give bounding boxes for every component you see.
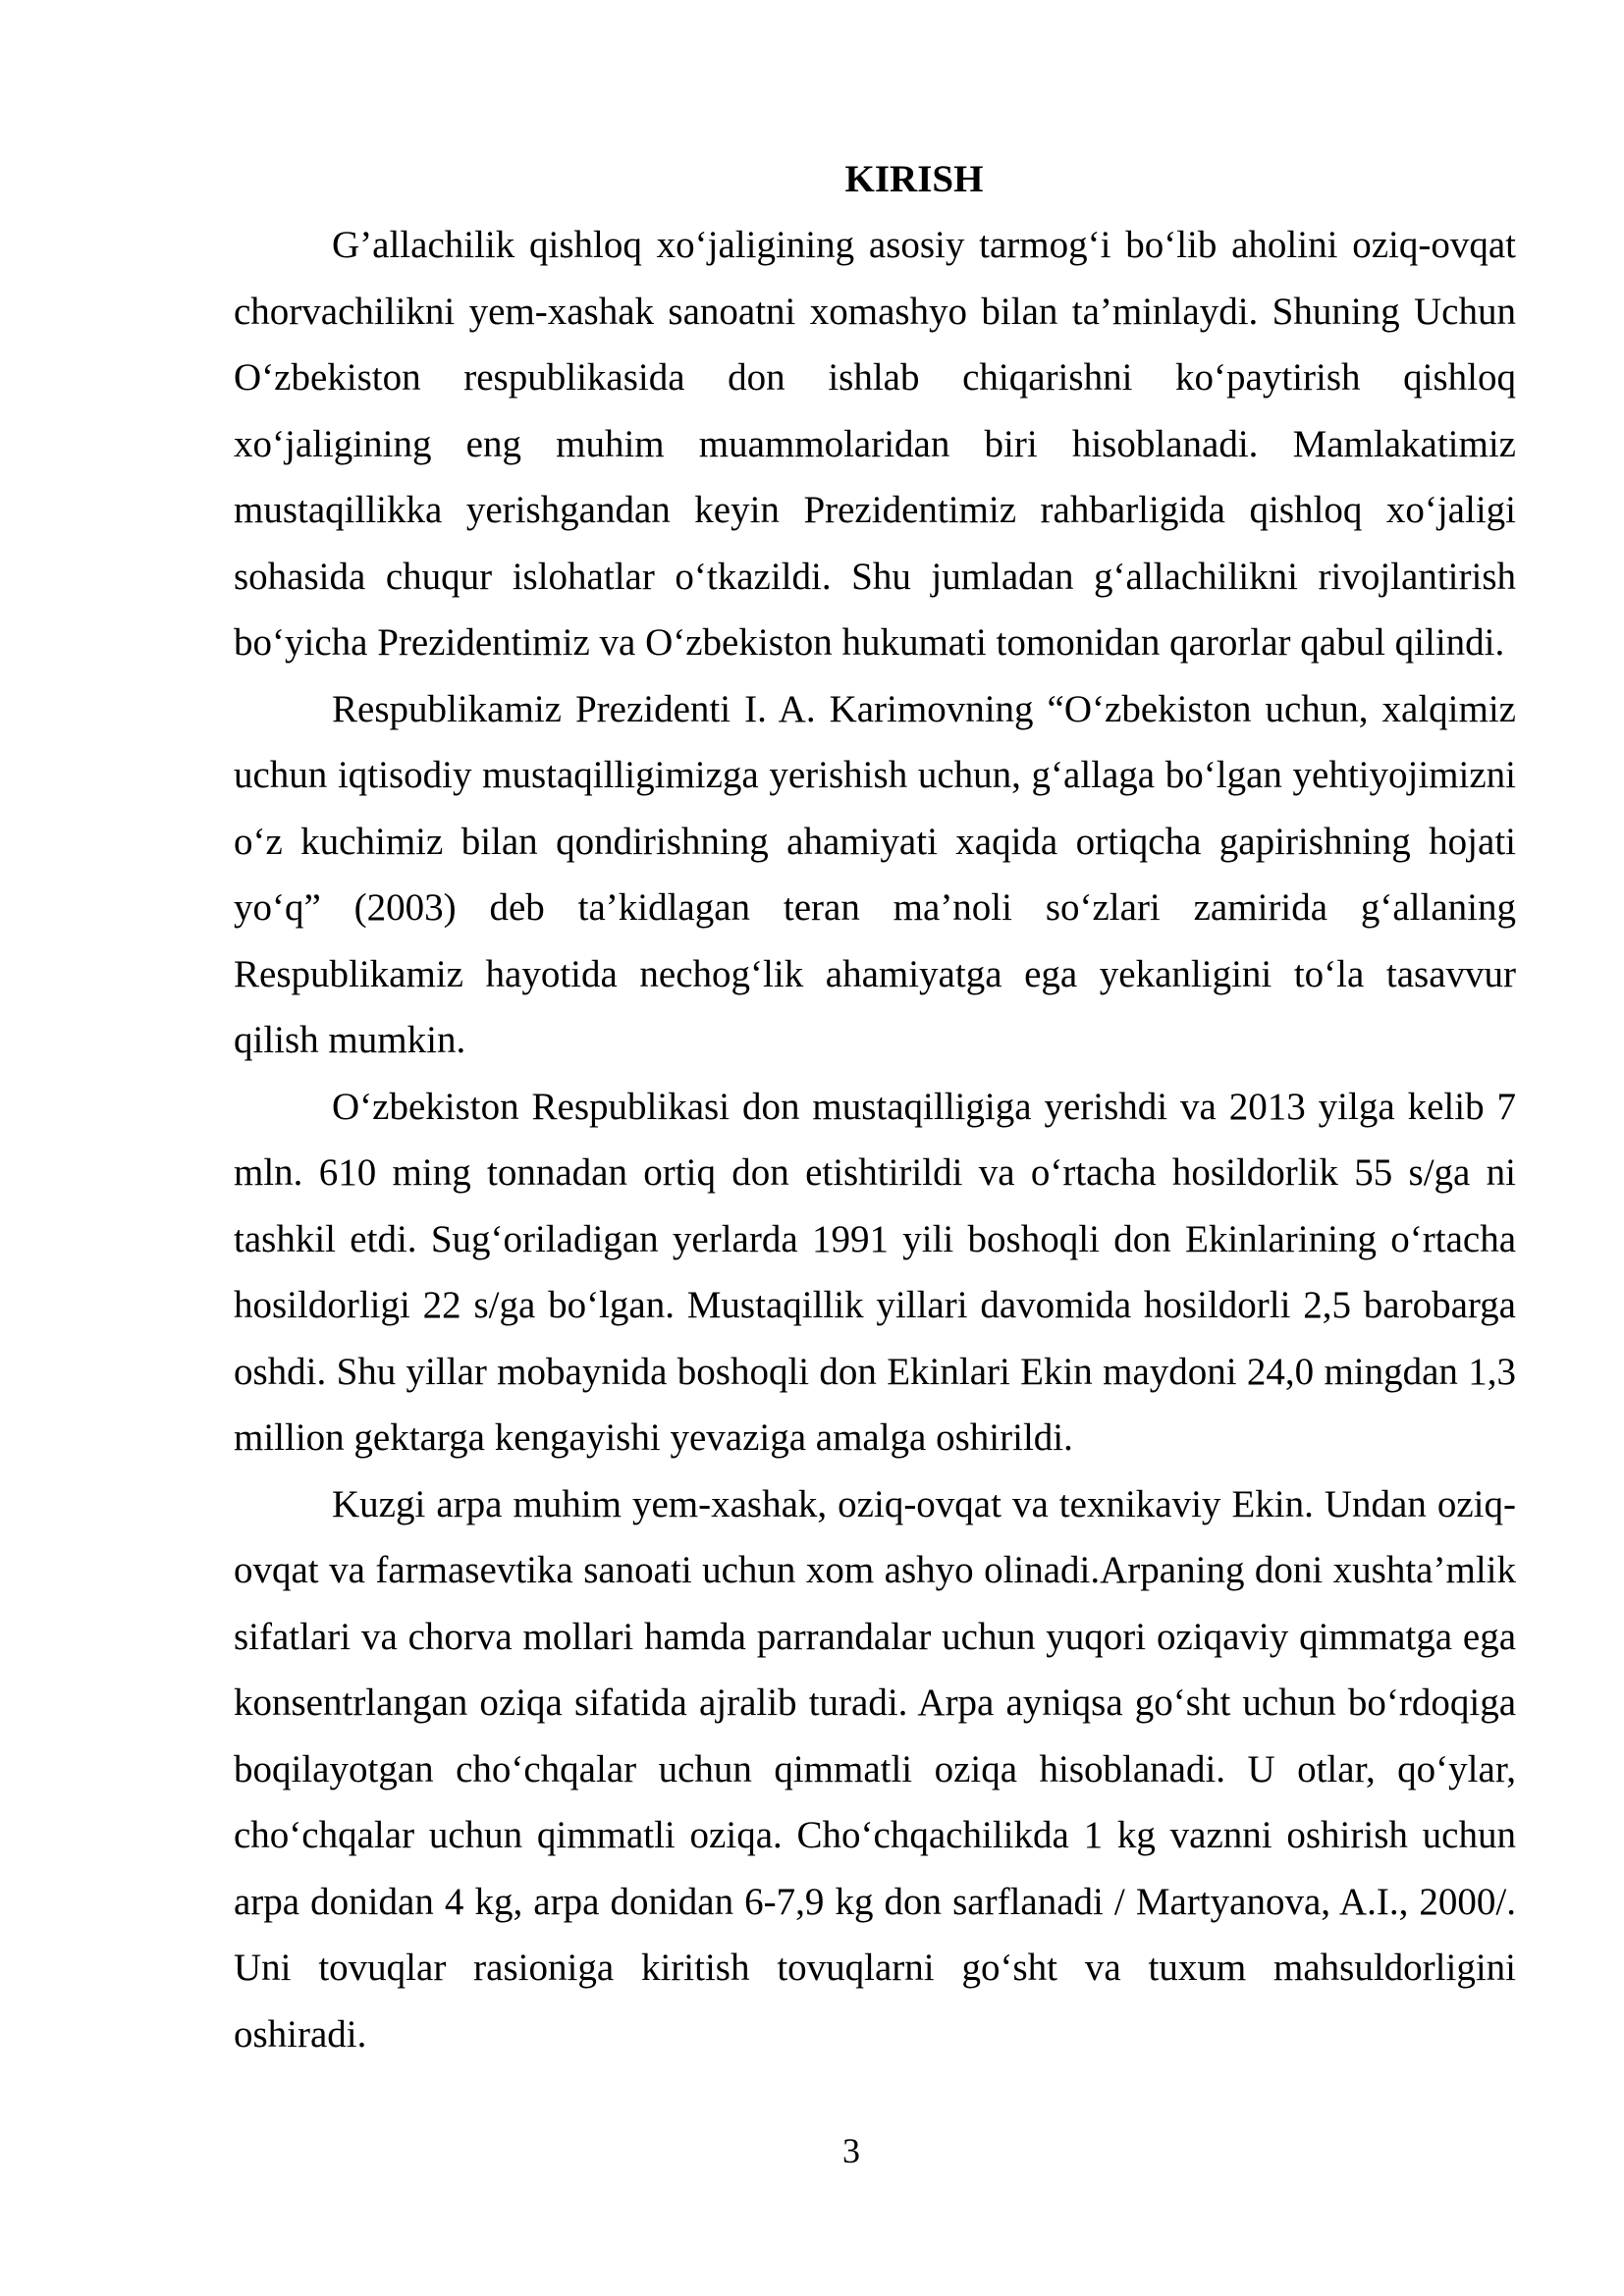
page-number: 3 xyxy=(842,2131,860,2170)
page-title: KIRISH xyxy=(844,158,984,200)
paragraph-2: Respublikamiz Prezidenti I. A. Karimovning “O‘zbekiston uchun, xalqimiz uchun iqtisodiy mustaqilligimizga yerishish uchun, g‘allaga bo‘lgan yehtiyojimizni o‘z kuchimiz bilan qondirishning ahamiyati xaqida ortiqcha gapirishning hojati yo‘q” (2003) deb ta’kidlagan teran ma’noli so‘zlari zamirida g‘allaning Respublikamiz hayotida nechog‘lik ahamiyatga ega yekanligini to‘la tasavvur qilish mumkin. xyxy=(234,687,1516,1061)
paragraph-4: Kuzgi arpa muhim yem-xashak, oziq-ovqat va texnikaviy Ekin. Undan oziq-ovqat va farmasevtika sanoati uchun xom ashyo olinadi.Arpaning doni xushta’mlik sifatlari va chorva mollari hamda parrandalar uchun yuqori oziqaviy qimmatga ega konsentrlangan oziqa sifatida ajralib turadi. Arpa ayniqsa go‘sht uchun bo‘rdoqiga boqilayotgan cho‘chqalar uchun qimmatli oziqa hisoblanadi. U otlar, qo‘ylar, cho‘chqalar uchun qimmatli oziqa. Cho‘chqachilikda 1 kg vaznni oshirish uchun arpa donidan 4 kg, arpa donidan 6-7,9 kg don sarflanadi / Martyanova, A.I., 2000/. Uni tovuqlar rasioniga kiritish tovuqlarni go‘sht va tuxum mahsuldorligini oshiradi. xyxy=(234,1482,1516,2056)
paragraph-1: G’allachilik qishloq xo‘jaligining asosiy tarmog‘i bo‘lib aholini oziq-ovqat chorvachilikni yem-xashak sanoatni xomashyo bilan ta’minlaydi. Shuning Uchun O‘zbekiston respublikasida don ishlab chiqarishni ko‘paytirish qishloq xo‘jaligining eng muhim muammolaridan biri hisoblanadi. Mamlakatimiz mustaqillikka yerishgandan keyin Prezidentimiz rahbarligida qishloq xo‘jaligi sohasida chuqur islohatlar o‘tkazildi. Shu jumladan g‘allachilikni rivojlantirish bo‘yicha Prezidentimiz va O‘zbekiston hukumati tomonidan qarorlar qabul qilindi. xyxy=(234,224,1516,664)
paragraph-3: O‘zbekiston Respublikasi don mustaqilligiga yerishdi va 2013 yilga kelib 7 mln. 610 ming tonnadan ortiq don etishtirildi va o‘rtacha hosildorlik 55 s/ga ni tashkil etdi. Sug‘oriladigan yerlarda 1991 yili boshoqli don Ekinlarining o‘rtacha hosildorligi 22 s/ga bo‘lgan. Mustaqillik yillari davomida hosildorli 2,5 barobarga oshdi. Shu yillar mobaynida boshoqli don Ekinlari Ekin maydoni 24,0 mingdan 1,3 million gektarga kengayishi yevaziga amalga oshirildi. xyxy=(234,1085,1516,1459)
page-content xyxy=(234,147,1516,2067)
